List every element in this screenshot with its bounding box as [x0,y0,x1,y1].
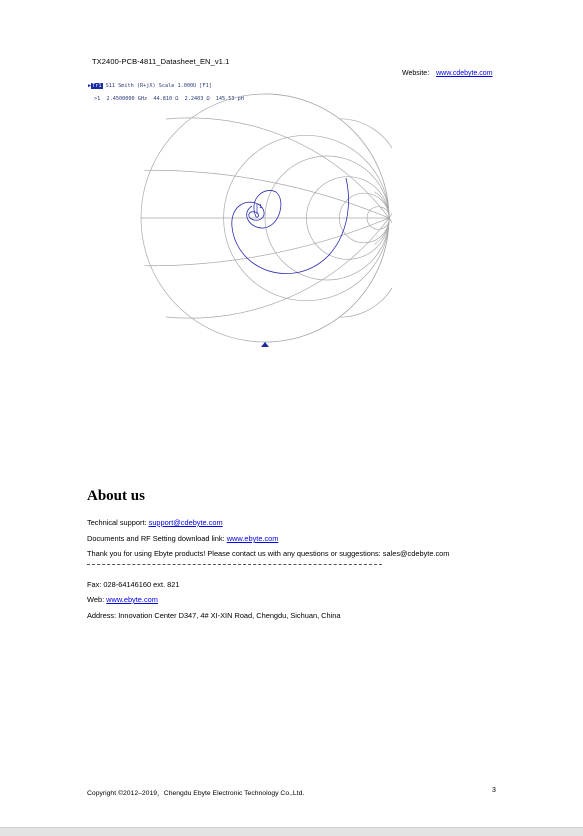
web-line [87,595,158,604]
support-line [87,518,223,527]
reactance-arc-plus-0.2 [144,170,389,218]
reactance-arc-minus-0.2 [144,218,389,266]
docs-line [87,534,278,543]
copyright-footer: Copyright ©2012–2019，Chengdu Ebyte Electronic Technology Co.,Ltd. [87,790,305,797]
marker-1-icon [257,204,262,214]
trace-info: S11 Smith (R+jX) Scale 1.000U [F1] [105,83,212,89]
website-line [402,68,493,78]
dashed-divider [87,564,382,565]
web-link[interactable]: www.ebyte.com [106,595,158,604]
trace-id-badge: Tr1 [92,83,102,89]
support-email-link[interactable]: support@cdebyte.com [148,518,223,527]
marker-label: >1 [94,96,101,102]
about-heading: About us [87,488,145,504]
docs-link[interactable]: www.ebyte.com [226,534,279,543]
s11-trace-curve [232,178,349,274]
website-label: Website： [402,70,435,77]
address-line: Address: Innovation Center D347, 4# XI-XIN Road, Chengdu, Sichuan, China [87,611,341,620]
smith-grid [141,94,390,342]
marker-values: 2.4500000 GHz 44.810 Ω 2.2403 Ω 145.53 pH [106,96,244,102]
document-title: TX2400-PCB-4811_Datasheet_EN_v1.1 [92,57,230,66]
thanks-line: Thank you for using Ebyte products! Please contact us with any questions or suggestions: sales@cdebyte.com [87,549,450,558]
website-link[interactable]: www.cdebyte.com [436,70,493,77]
svg-text:1: 1 [259,204,263,210]
web-label: Web: [87,595,107,604]
fax-line: Fax: 028-64146160 ext. 821 [87,580,180,589]
page-number: 3 [492,787,496,794]
support-label: Technical support: [87,518,149,527]
trace-info-line [88,83,212,89]
smith-chart [140,92,392,354]
docs-label: Documents and RF Setting download link: [87,534,227,543]
stimulus-marker-triangle-icon [261,342,269,347]
active-trace-arrow-icon: ▶ [88,83,92,89]
